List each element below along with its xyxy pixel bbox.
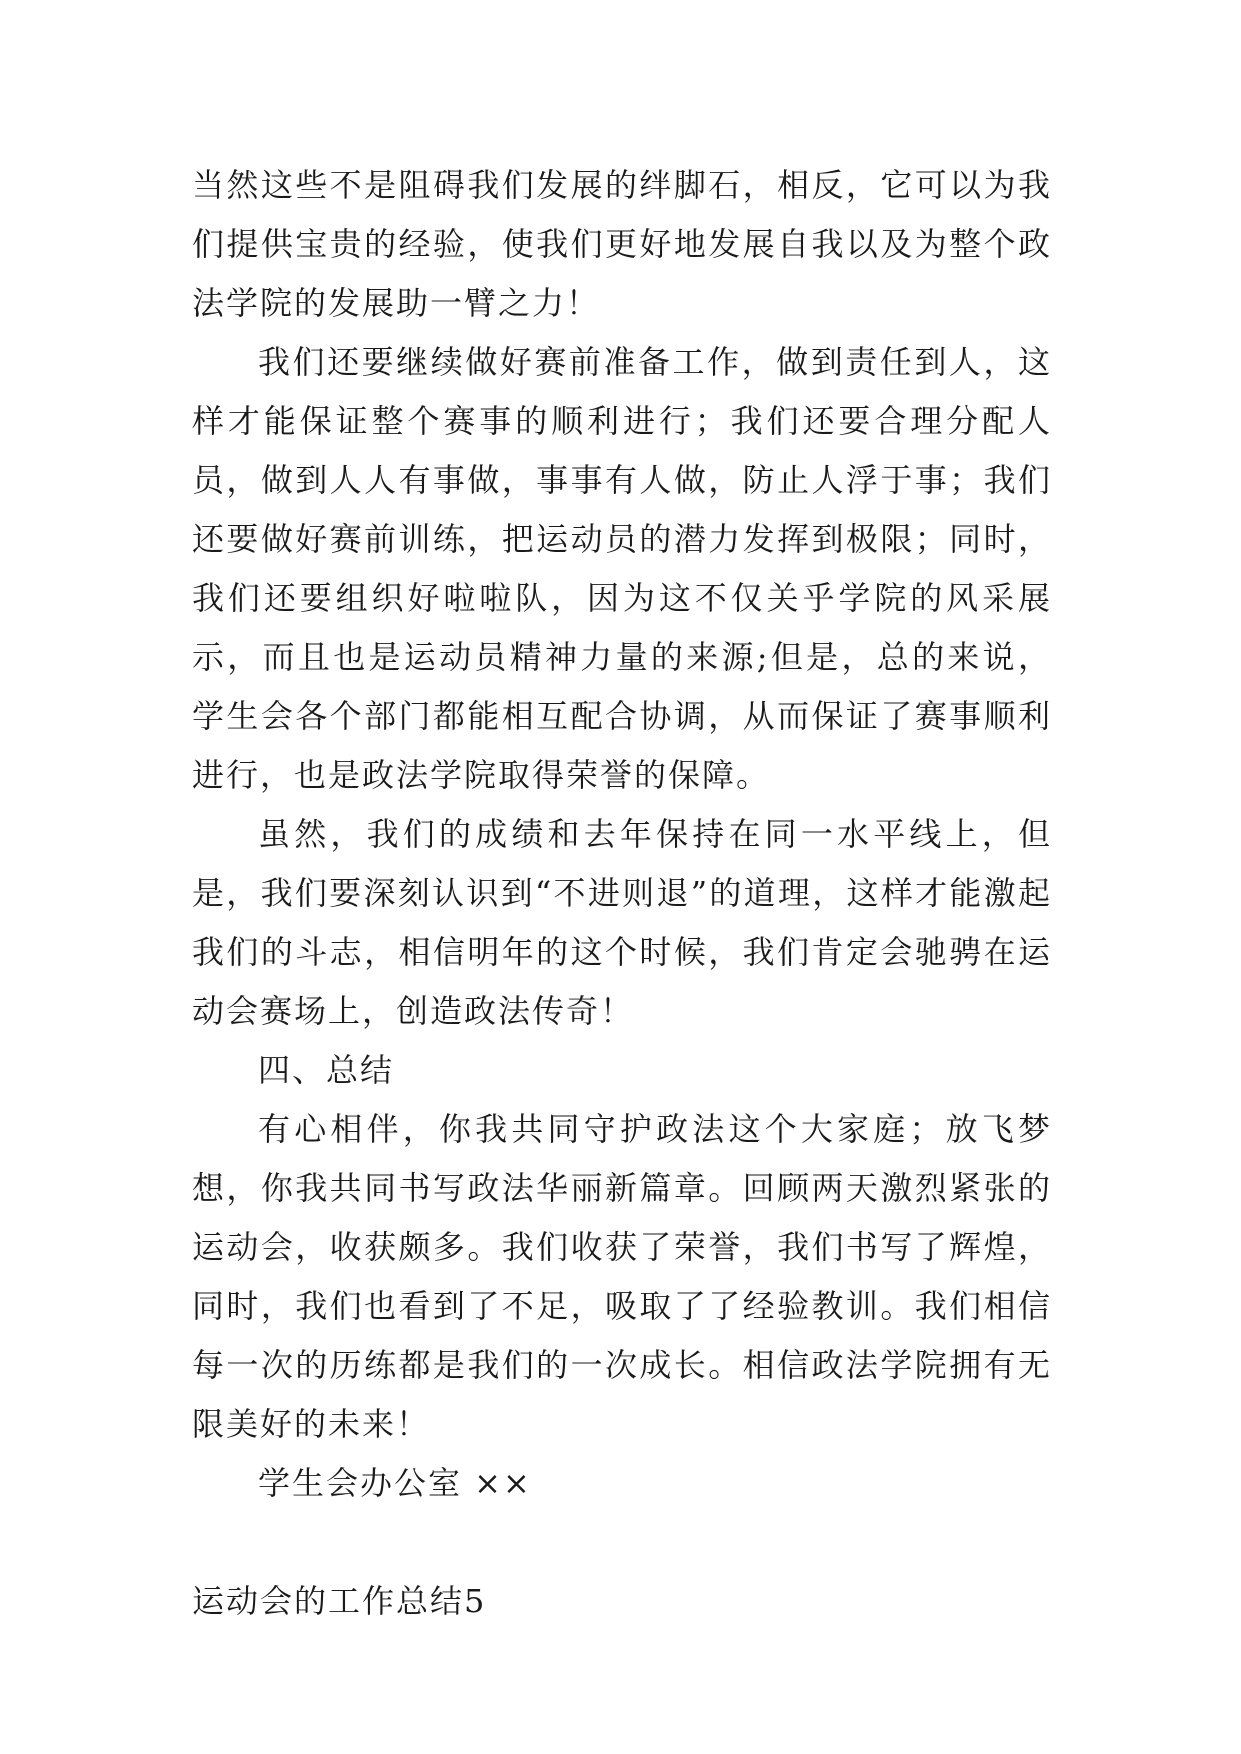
section-heading-summary: 四、总结 xyxy=(258,1051,395,1089)
paragraph-preparation: 我们还要继续做好赛前准备工作，做到责任到人，这样才能保证整个赛事的顺利进行；我们还要合理分配人员，做到人人有事做，事事有人做，防止人浮于事；我们还要做好赛前训练，把运动员的潜力发挥到极限；同时，我们还要组织好啦啦队，因为这不仅关乎学院的风采展示，而且也是运动员精神力量的来源;但是，总的来说，学生会各个部门都能相互配合协调，从而保证了赛事顺利进行，也是政法学院取得荣誉的保障。 xyxy=(192,343,1052,794)
blank-line xyxy=(192,1513,1052,1572)
next-section-title: 运动会的工作总结5 xyxy=(192,1582,487,1620)
paragraph-obstacles: 当然这些不是阻碍我们发展的绊脚石，相反，它可以为我们提供宝贵的经验，使我们更好地发展自我以及为整个政法学院的发展助一臂之力！ xyxy=(192,166,1052,322)
paragraph-results: 虽然，我们的成绩和去年保持在同一水平线上，但是，我们要深刻认识到“不进则退”的道理，这样才能激起我们的斗志，相信明年的这个时候，我们肯定会驰骋在运动会赛场上，创造政法传奇！ xyxy=(192,815,1052,1030)
paragraph-summary: 有心相伴，你我共同守护政法这个大家庭；放飞梦想，你我共同书写政法华丽新篇章。回顾两天激烈紧张的运动会，收获颇多。我们收获了荣誉，我们书写了辉煌，同时，我们也看到了不足，吸取了了经验教训。我们相信每一次的历练都是我们的一次成长。相信政法学院拥有无限美好的未来！ xyxy=(192,1110,1052,1443)
signature-line: 学生会办公室 ×× xyxy=(258,1464,532,1502)
document-body xyxy=(192,156,1052,1631)
